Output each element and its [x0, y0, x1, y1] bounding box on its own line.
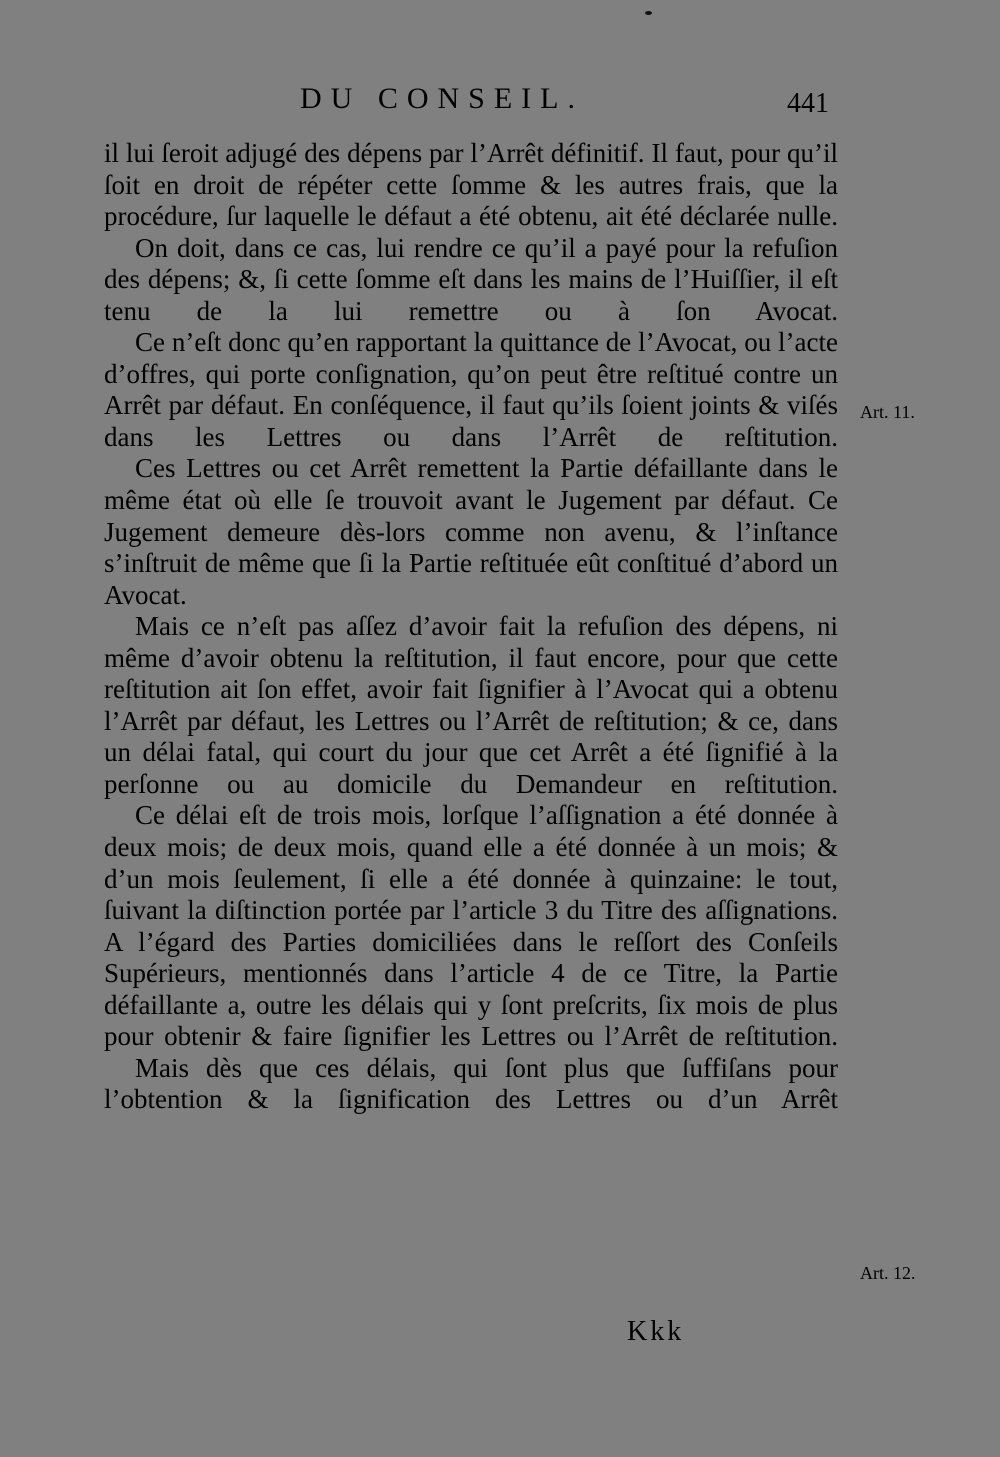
- paragraph: Ce n’eſt donc qu’en rapportant la quittance de l’Avocat, ou l’acte d’offres, qui porte conſignation, qu’on peut être reſtitué contre un Arrêt par défaut. En conſéquence, il faut qu’ils ſoient joints & viſés dans les Lettres ou dans l’Arrêt de reſtitution.: [104, 327, 838, 452]
- margin-note: Art. 12.: [860, 1263, 916, 1283]
- page-header: [0, 82, 1000, 122]
- signature-mark: Kkk: [627, 1316, 685, 1347]
- paragraph: On doit, dans ce cas, lui rendre ce qu’il a payé pour la refuſion des dépens; &, ſi cette ſomme eſt dans les mains de l’Huiſſier, il eſt tenu de la lui remettre ou à ſon Avocat.: [104, 232, 838, 326]
- running-head: DU CONSEIL.: [300, 82, 584, 115]
- paragraph: Mais dès que ces délais, qui ſont plus que ſuffiſans pour l’obtention & la ſignification des Lettres ou d’un Arrêt: [104, 1052, 838, 1115]
- page-number: 441: [787, 88, 829, 119]
- paragraph: Mais ce n’eſt pas aſſez d’avoir fait la refuſion des dépens, ni même d’avoir obtenu la reſtitution, il faut encore, pour que cette reſtitution ait ſon effet, avoir fait ſignifier à l’Avocat qui a obtenu l’Arrêt par défaut, les Lettres ou l’Arrêt de reſtitution; & ce, dans un délai fatal, qui court du jour que cet Arrêt a été ſignifié à la perſonne ou au domicile du Demandeur en reſtitution.: [104, 611, 838, 799]
- paragraph: Ces Lettres ou cet Arrêt remettent la Partie défaillante dans le même état où elle ſe trouvoit avant le Jugement par défaut. Ce Jugement demeure dès-lors comme non avenu, & l’inſtance s’inſtruit de même que ſi la Partie reſtituée eût conſtitué d’abord un Avocat.: [104, 453, 838, 610]
- body-text: [104, 138, 838, 1116]
- paragraph: Ce délai eſt de trois mois, lorſque l’aſſignation a été donnée à deux mois; de deux mois, quand elle a été donnée à un mois; & d’un mois ſeulement, ſi elle a été donnée à quinzaine: le tout, ſuivant la diſtinction portée par l’article 3 du Titre des aſſignations. A l’égard des Parties domiciliées dans le reſſort des Conſeils Supérieurs, mentionnés dans l’article 4 de ce Titre, la Partie défaillante a, outre les délais qui y ſont preſcrits, ſix mois de plus pour obtenir & faire ſignifier les Lettres ou l’Arrêt de reſtitution.: [104, 800, 838, 1052]
- margin-note: Art. 11.: [860, 402, 915, 422]
- ink-speck: [645, 11, 652, 15]
- paragraph: il lui ſeroit adjugé des dépens par l’Arrêt définitif. Il faut, pour qu’il ſoit en droit de répéter cette ſomme & les autres frais, que la procédure, ſur laquelle le défaut a été obtenu, ait été déclarée nulle.: [104, 138, 838, 232]
